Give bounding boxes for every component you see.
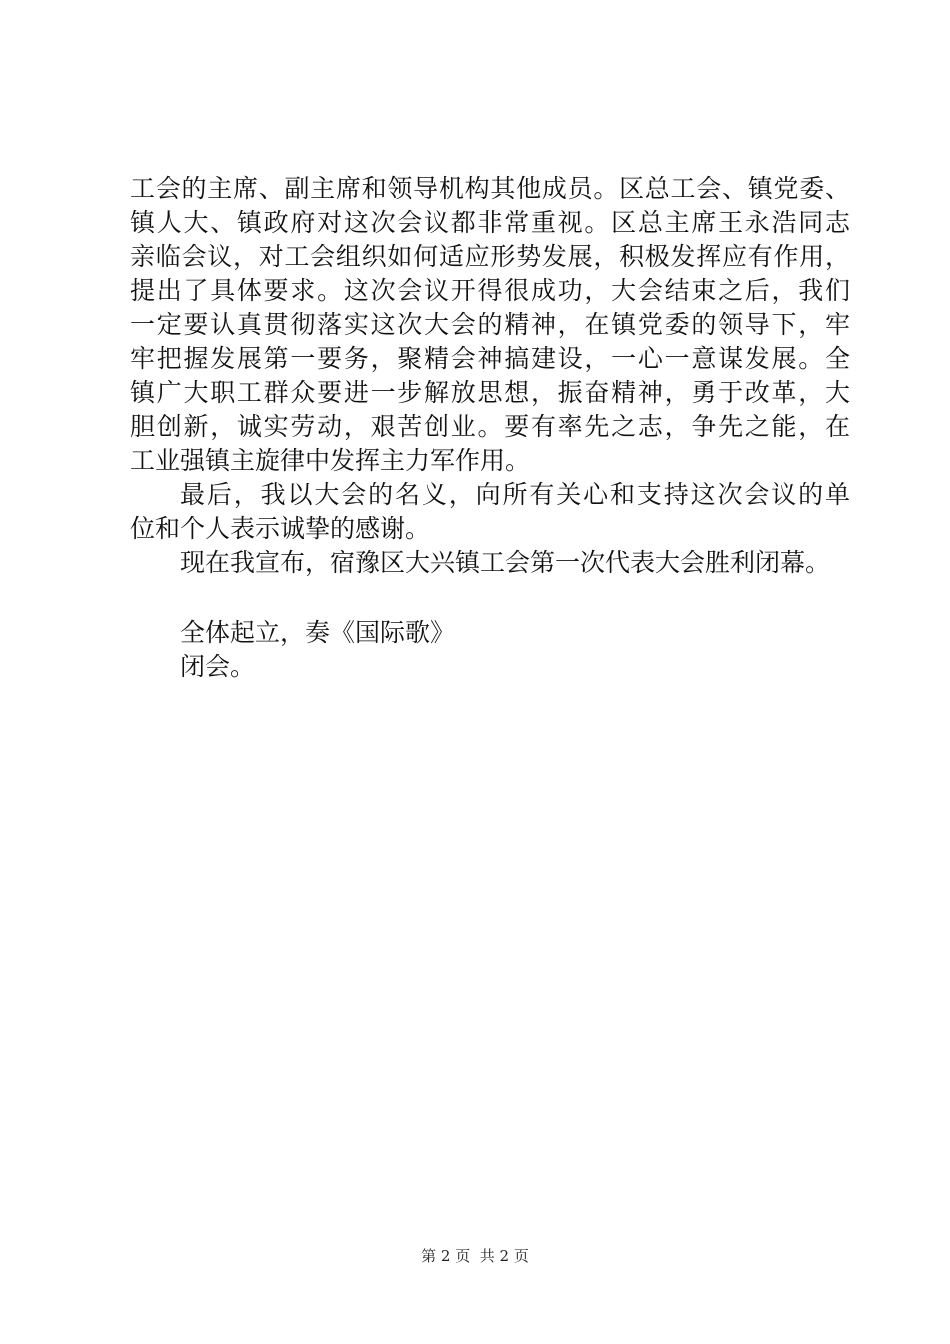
paragraph-line: 工会的主席、副主席和领导机构其他成员。区总工会、镇党委、: [130, 174, 850, 203]
page-footer: [0, 1246, 950, 1266]
paragraph-1: [130, 172, 850, 478]
paragraph-line: 亲临会议，对工会组织如何适应形势发展，积极发挥应有作用，: [130, 242, 850, 271]
paragraph-2: [130, 478, 850, 546]
paragraph-line: 工业强镇主旋律中发挥主力军作用。: [130, 446, 531, 475]
paragraph-line: 位和个人表示诚挚的感谢。: [130, 514, 431, 543]
paragraph-line: 胆创新，诚实劳动，艰苦创业。要有率先之志，争先之能，在: [130, 412, 850, 441]
page-number-label: 第 2 页 共 2 页: [421, 1247, 529, 1265]
paragraph-line: 最后，我以大会的名义，向所有关心和支持这次会议的单: [180, 480, 850, 509]
paragraph-line: 镇广大职工群众要进一步解放思想，振奋精神，勇于改革，大: [130, 378, 850, 407]
paragraph-line: 提出了具体要求。这次会议开得很成功，大会结束之后，我们: [130, 276, 850, 305]
document-body: [130, 172, 850, 684]
paragraph-3: 现在我宣布，宿豫区大兴镇工会第一次代表大会胜利闭幕。: [180, 548, 831, 577]
paragraph-line: 牢把握发展第一要务，聚精会神搞建设，一心一意谋发展。全: [130, 344, 850, 373]
blank-line: [130, 580, 850, 616]
paragraph-4: 全体起立，奏《国际歌》: [180, 618, 456, 647]
paragraph-5: 闭会。: [180, 652, 256, 681]
paragraph-line: 一定要认真贯彻落实这次大会的精神，在镇党委的领导下，牢: [130, 310, 850, 339]
paragraph-line: 镇人大、镇政府对这次会议都非常重视。区总主席王永浩同志: [130, 208, 850, 237]
